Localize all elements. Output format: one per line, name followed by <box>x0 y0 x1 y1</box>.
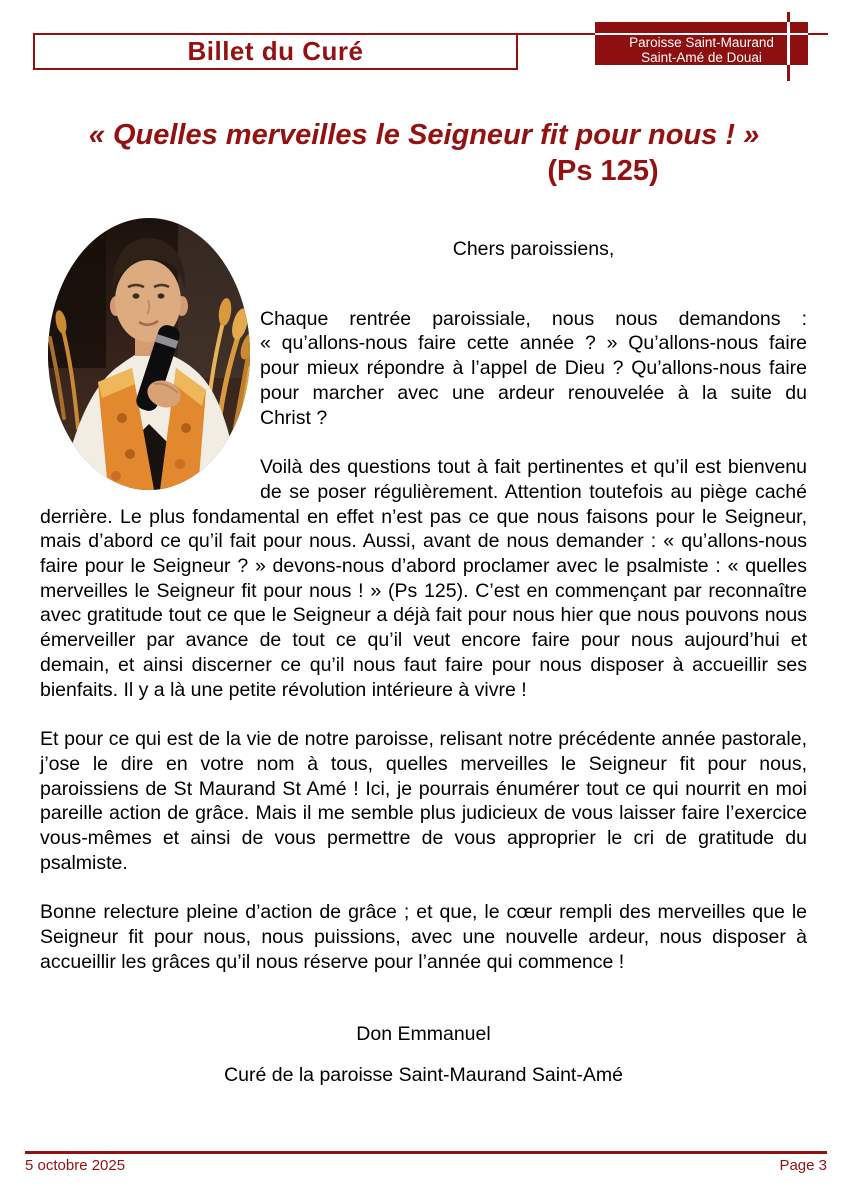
letter-body <box>0 218 848 1088</box>
parish-name-line2: Saint-Amé de Douai <box>641 49 762 65</box>
paragraph-1: Chaque rentrée paroissiale, nous nous demandons : « qu’allons-nous faire cette année ? » Qu’allons-nous faire pour mieux répondre à l’appel de Dieu ? Qu’allons-nous faire pour marcher avec une ardeur renouvelée à la suite du Christ ? <box>260 307 807 429</box>
signature-name: Don Emmanuel <box>356 1022 491 1045</box>
cross-vertical-line-bottom <box>787 65 790 81</box>
parish-name-box <box>595 22 808 65</box>
paragraph-4: Bonne relecture pleine d’action de grâce ; et que, le cœur rempli des merveilles que le Seigneur fit pour nous, nous puissions, avec une nouvelle ardeur, nous disposer à accueillir les grâces qu’il nous réserve pour l’année qui commence ! <box>40 901 807 973</box>
headline-quote: « Quelles merveilles le Seigneur fit pour nous ! » <box>88 119 760 151</box>
page-title-box <box>33 33 518 70</box>
priest-photo-image <box>48 218 250 490</box>
headline <box>0 117 848 189</box>
footer-date: 5 octobre 2025 <box>25 1157 126 1174</box>
paragraph-2: Voilà des questions tout à fait pertinentes et qu’il est bienvenu de se poser régulièrement. Attention toutefois au piège caché derrière. Le plus fondamental en effet n’est pas ce que nous faisons pour le Seigneur, mais d’abord ce qu’il fait pour nous. Aussi, avant de nous demander : « qu’allons-nous faire pour le Seigneur ? » devons-nous d’abord proclamer avec le psalmiste : « quelles merveilles le Seigneur fit pour nous ! » (Ps 125). C’est en commençant par reconnaître avec gratitude tout ce que le Seigneur a déjà fait pour nous hier que nous pouvons nous émerveiller par avance de tout ce qu’il veut encore faire pour nous aujourd’hui et demain, et ainsi discerner ce qu’il nous faut faire pour nous disposer à accueillir ses bienfaits. Il y a là une petite révolution intérieure à vivre ! <box>40 456 807 701</box>
cross-vertical-line-top <box>787 12 790 22</box>
cross-vertical-line-over-box <box>787 22 790 65</box>
signature-role: Curé de la paroisse Saint-Maurand Saint-Amé <box>224 1064 623 1087</box>
salutation: Chers paroissiens, <box>452 238 615 260</box>
parish-name-line1: Paroisse Saint-Maurand <box>629 34 774 50</box>
cross-horizontal-line-over-box <box>595 33 808 35</box>
footer-page-number: Page 3 <box>779 1157 827 1174</box>
priest-photo-container <box>40 218 250 494</box>
footer-rule <box>25 1151 827 1154</box>
page-title: Billet du Curé <box>187 36 364 66</box>
paragraph-3: Et pour ce qui est de la vie de notre paroisse, relisant notre précédente année pastorale, j’ose le dire en votre nom à tous, quelles merveilles le Seigneur fit pour nous, paroissiens de St Maurand St Amé ! Ici, je pourrais énumérer tout ce qui nourrit en moi pareille action de grâce. Mais il me semble plus judicieux de vous laisser faire l’exercice vous-mêmes et ainsi de vous permettre de vous approprier le cri de gratitude du psalmiste. <box>40 728 807 874</box>
headline-psalm-ref: (Ps 125) <box>547 155 659 187</box>
